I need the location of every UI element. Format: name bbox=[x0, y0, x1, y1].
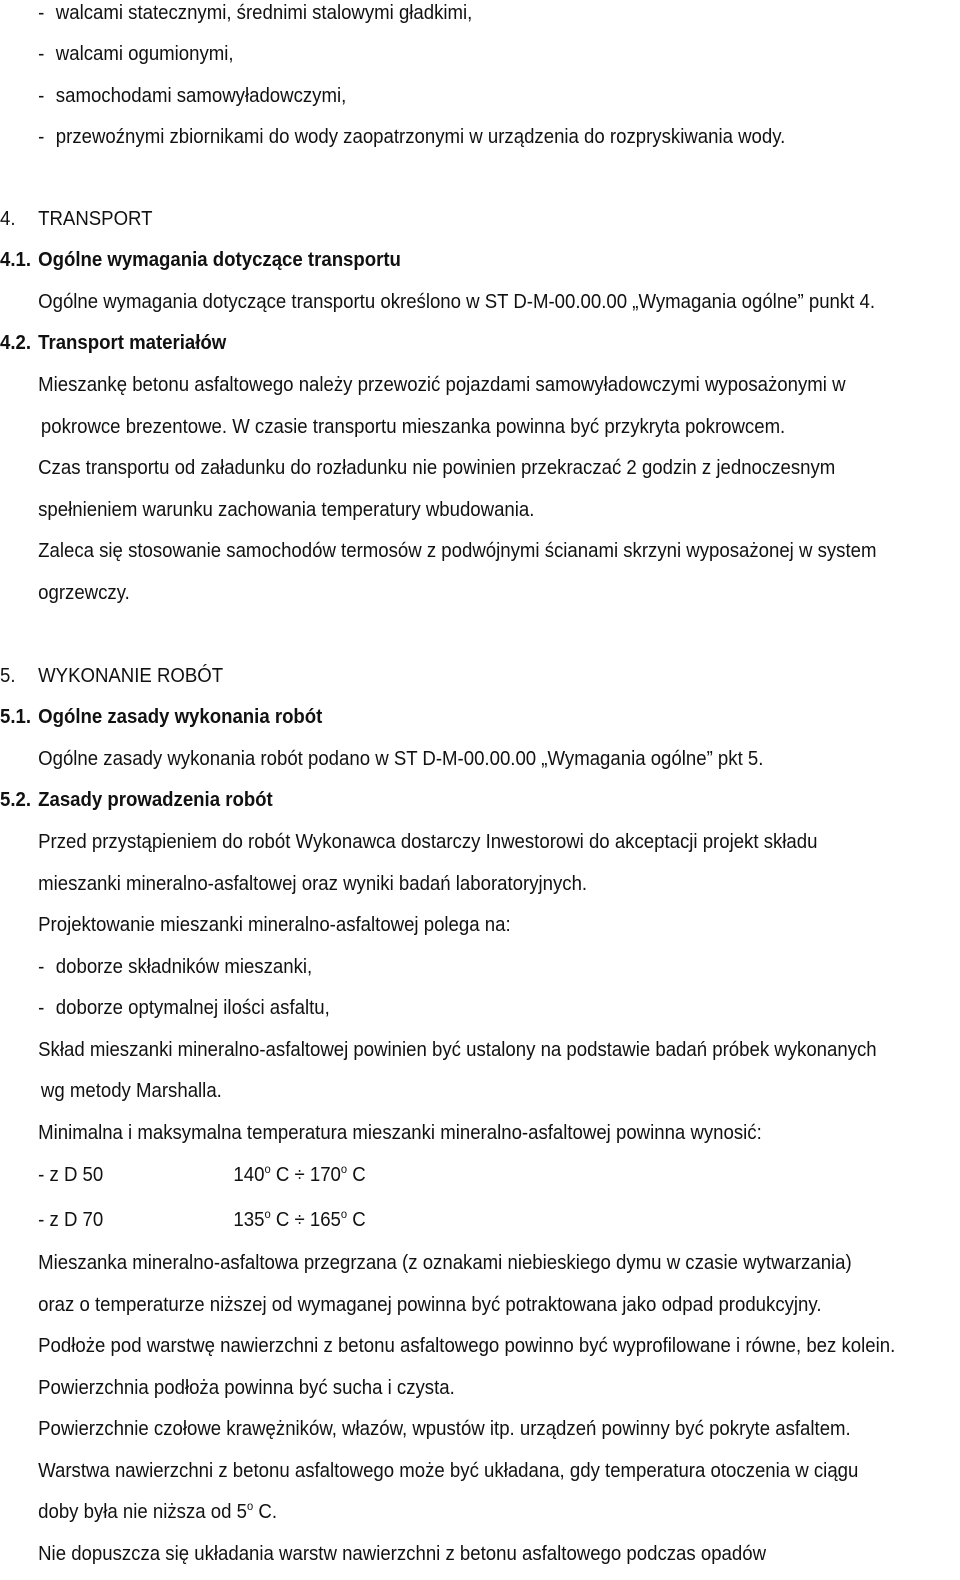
list-item: - doborze składników mieszanki, bbox=[38, 956, 313, 978]
paragraph-line: Podłoże pod warstwę nawierzchni z betonu asfaltowego powinno być wyprofilowane i równe, bez kolein. bbox=[38, 1335, 896, 1357]
subsection-heading: 4.2. Transport materiałów bbox=[0, 332, 227, 354]
list-item: - samochodami samowyładowczymi, bbox=[38, 85, 347, 107]
paragraph-line: spełnieniem warunku zachowania temperatury wbudowania. bbox=[38, 499, 535, 521]
paragraph-line: Czas transportu od załadunku do rozładunku nie powinien przekraczać 2 godzin z jednoczesnym bbox=[38, 457, 836, 479]
paragraph-line: Powierzchnia podłoża powinna być sucha i czysta. bbox=[38, 1377, 455, 1399]
paragraph-line: Mieszanka mineralno-asfaltowa przegrzana (z oznakami niebieskiego dymu w czasie wytwarzania) bbox=[38, 1252, 852, 1274]
paragraph-line: Mieszankę betonu asfaltowego należy przewozić pojazdami samowyładowczymi wyposażonymi w bbox=[38, 374, 846, 396]
paragraph-line: doby była nie niższa od 5$^o$ C. bbox=[38, 1499, 277, 1523]
list-item: - przewoźnymi zbiornikami do wody zaopatrzonymi w urządzenia do rozpryskiwania wody. bbox=[38, 126, 786, 148]
paragraph-line: Minimalna i maksymalna temperatura mieszanki mineralno-asfaltowej powinna wynosić: bbox=[38, 1122, 762, 1144]
paragraph-line: Zaleca się stosowanie samochodów termosów z podwójnymi ścianami skrzyni wyposażonej w system bbox=[38, 540, 877, 562]
list-item: - doborze optymalnej ilości asfaltu, bbox=[38, 997, 330, 1019]
subsection-heading: 4.1. Ogólne wymagania dotyczące transportu bbox=[0, 249, 401, 271]
subsection-heading: 5.2. Zasady prowadzenia robót bbox=[0, 789, 273, 811]
paragraph-line: wg metody Marshalla. bbox=[40, 1080, 222, 1102]
subsection-heading: 5.1. Ogólne zasady wykonania robót bbox=[0, 706, 323, 728]
paragraph-line: ogrzewczy. bbox=[38, 582, 130, 604]
paragraph-line: Nie dopuszcza się układania warstw nawierzchni z betonu asfaltowego podczas opadów bbox=[38, 1543, 767, 1565]
paragraph-line: Przed przystąpieniem do robót Wykonawca dostarczy Inwestorowi do akceptacji projekt składu bbox=[38, 831, 818, 853]
paragraph-line: Powierzchnie czołowe krawężników, włazów, wpustów itp. urządzeń powinny być pokryte asfaltem. bbox=[38, 1418, 851, 1440]
paragraph-line: Warstwa nawierzchni z betonu asfaltowego może być układana, gdy temperatura otoczenia w ciągu bbox=[38, 1460, 859, 1482]
list-item: - walcami ogumionymi, bbox=[38, 43, 234, 65]
paragraph-line: Ogólne zasady wykonania robót podano w ST D-M-00.00.00 „Wymagania ogólne” pkt 5. bbox=[38, 748, 764, 770]
paragraph-line: Skład mieszanki mineralno-asfaltowej powinien być ustalony na podstawie badań próbek wykonanych bbox=[38, 1039, 877, 1061]
paragraph-line: Projektowanie mieszanki mineralno-asfaltowej polega na: bbox=[38, 914, 511, 936]
paragraph-line: pokrowce brezentowe. W czasie transportu mieszanka powinna być przykryta pokrowcem. bbox=[40, 416, 786, 438]
paragraph-line: mieszanki mineralno-asfaltowej oraz wyniki badań laboratoryjnych. bbox=[38, 873, 588, 895]
list-item: - walcami statecznymi, średnimi stalowymi gładkimi, bbox=[38, 2, 473, 24]
paragraph-line: Ogólne wymagania dotyczące transportu określono w ST D-M-00.00.00 „Wymagania ogólne” punkt 4. bbox=[38, 291, 876, 313]
section-heading: 4. TRANSPORT bbox=[0, 208, 153, 230]
section-heading: 5. WYKONANIE ROBÓT bbox=[0, 665, 224, 687]
temperature-row: - z D 50 140$^o$ C ÷ 170$^o$ C bbox=[38, 1162, 366, 1186]
paragraph-line: oraz o temperaturze niższej od wymaganej powinna być potraktowana jako odpad produkcyjny. bbox=[38, 1294, 822, 1316]
temperature-row: - z D 70 135$^o$ C ÷ 165$^o$ C bbox=[38, 1207, 366, 1231]
